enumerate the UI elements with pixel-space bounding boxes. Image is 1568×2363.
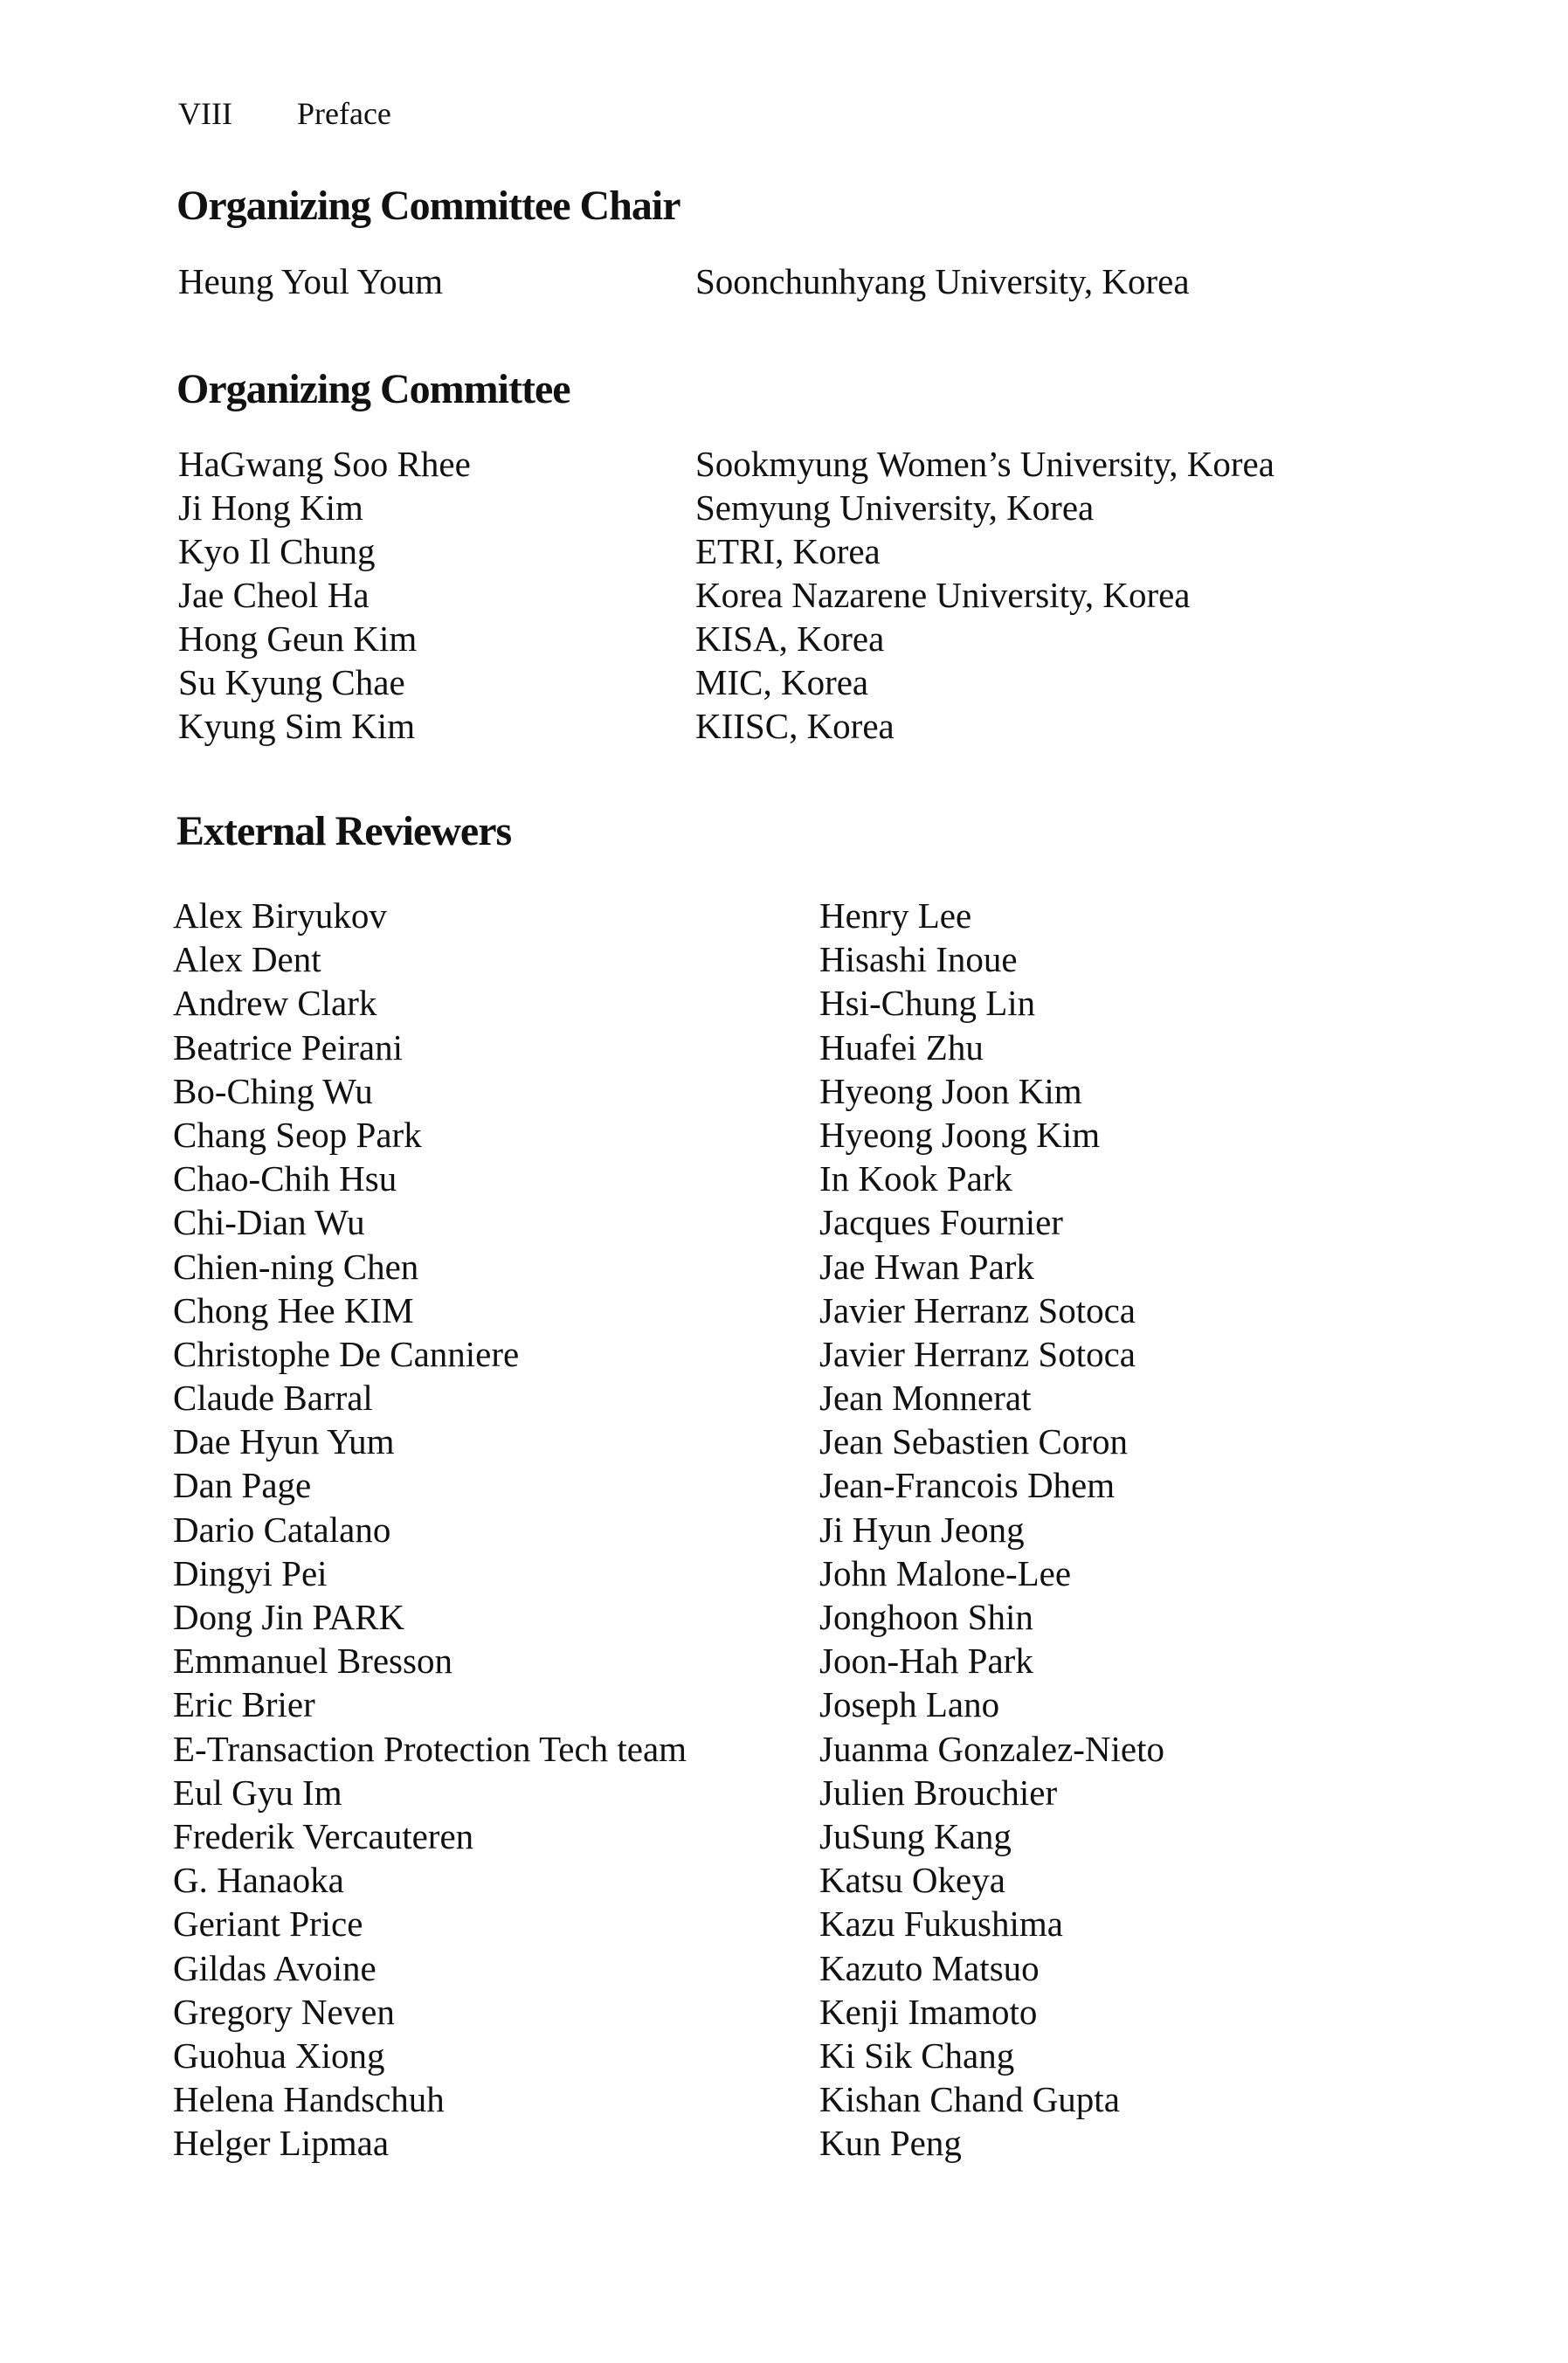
reviewer-name: Helger Lipmaa: [173, 2123, 390, 2164]
page-number: VIII: [178, 96, 232, 131]
reviewer-name: Dario Catalano: [173, 1509, 391, 1550]
reviewer-name: Kazu Fukushima: [819, 1904, 1063, 1945]
member-affiliation: MIC, Korea: [695, 662, 869, 702]
member-affiliation: Sookmyung Women’s University, Korea: [695, 444, 1274, 484]
reviewer-name: Kenji Imamoto: [819, 1991, 1038, 2032]
reviewers-left-column: [173, 894, 687, 2165]
reviewer-name: Eul Gyu Im: [173, 1772, 342, 1813]
member-name: Hong Geun Kim: [178, 618, 418, 659]
reviewer-name: Kazuto Matsuo: [819, 1947, 1040, 1988]
member-affiliation: Semyung University, Korea: [695, 487, 1095, 528]
page-header: [178, 89, 391, 138]
reviewer-name: Guohua Xiong: [173, 2035, 385, 2076]
reviewer-name: John Malone-Lee: [819, 1552, 1072, 1593]
member-affiliation: ETRI, Korea: [695, 531, 881, 571]
reviewer-name: Frederik Vercauteren: [173, 1815, 474, 1856]
reviewer-name: Ki Sik Chang: [819, 2035, 1015, 2076]
reviewer-name: Andrew Clark: [173, 983, 377, 1024]
reviewer-name: Chang Seop Park: [173, 1114, 422, 1155]
reviewers-heading: External Reviewers: [176, 808, 512, 854]
reviewer-name: Dae Hyun Yum: [173, 1421, 395, 1462]
member-affiliation: KIISC, Korea: [695, 706, 895, 746]
reviewer-name: Juanma Gonzalez-Nieto: [819, 1728, 1165, 1769]
reviewer-name: Javier Herranz Sotoca: [819, 1333, 1136, 1374]
reviewer-name: Jean Monnerat: [819, 1378, 1032, 1419]
reviewer-name: Joseph Lano: [819, 1684, 1000, 1725]
reviewer-name: Chong Hee KIM: [173, 1289, 414, 1330]
reviewer-name: Kishan Chand Gupta: [819, 2079, 1120, 2120]
member-name: Heung Youl Youm: [178, 261, 444, 301]
reviewer-name: Henry Lee: [819, 895, 972, 936]
reviewer-name: Hisashi Inoue: [819, 939, 1018, 980]
member-name: Kyung Sim Kim: [178, 706, 416, 746]
reviewer-name: Geriant Price: [173, 1904, 363, 1945]
committee-heading: Organizing Committee: [176, 366, 570, 412]
reviewer-name: Javier Herranz Sotoca: [819, 1289, 1136, 1330]
reviewer-name: Christophe De Canniere: [173, 1333, 520, 1374]
reviewer-name: JuSung Kang: [819, 1815, 1012, 1856]
member-name: Kyo Il Chung: [178, 531, 376, 571]
member-name: Jae Cheol Ha: [178, 575, 370, 615]
reviewer-name: In Kook Park: [819, 1158, 1012, 1199]
reviewer-name: Dong Jin PARK: [173, 1597, 405, 1637]
reviewer-name: Chao-Chih Hsu: [173, 1158, 397, 1199]
reviewer-name: Alex Biryukov: [173, 895, 387, 936]
member-name: HaGwang Soo Rhee: [178, 444, 471, 484]
member-name: Ji Hong Kim: [178, 487, 363, 528]
reviewer-name: Jonghoon Shin: [819, 1597, 1033, 1637]
chair-heading: Organizing Committee Chair: [176, 183, 680, 229]
reviewer-name: Dan Page: [173, 1465, 312, 1506]
reviewer-name: Jean Sebastien Coron: [819, 1421, 1128, 1462]
member-affiliation: Korea Nazarene University, Korea: [695, 575, 1191, 615]
reviewer-name: Hyeong Joong Kim: [819, 1114, 1101, 1155]
reviewer-name: Alex Dent: [173, 939, 321, 980]
reviewers-right-column: [819, 894, 1164, 2165]
member-affiliation: KISA, Korea: [695, 618, 885, 659]
reviewer-name: Joon-Hah Park: [819, 1641, 1033, 1682]
reviewer-name: Julien Brouchier: [819, 1772, 1058, 1813]
reviewer-name: Eric Brier: [173, 1684, 315, 1725]
reviewer-name: Emmanuel Bresson: [173, 1641, 452, 1682]
reviewer-name: Gildas Avoine: [173, 1947, 376, 1988]
reviewer-name: Jean-Francois Dhem: [819, 1465, 1116, 1506]
reviewer-name: Hsi-Chung Lin: [819, 983, 1036, 1024]
reviewers-list: [173, 894, 1483, 2187]
reviewer-name: Chien-ning Chen: [173, 1246, 419, 1287]
reviewer-name: E-Transaction Protection Tech team: [173, 1728, 687, 1769]
running-title: Preface: [297, 96, 391, 131]
member-affiliation: Soonchunhyang University, Korea: [695, 261, 1190, 301]
reviewer-name: Hyeong Joon Kim: [819, 1070, 1082, 1111]
reviewer-name: Dingyi Pei: [173, 1552, 328, 1593]
reviewer-name: Bo-Ching Wu: [173, 1070, 373, 1111]
reviewer-name: Helena Handschuh: [173, 2079, 445, 2120]
reviewer-name: Ji Hyun Jeong: [819, 1509, 1025, 1550]
reviewer-name: Jacques Fournier: [819, 1202, 1063, 1243]
reviewer-name: Kun Peng: [819, 2123, 962, 2164]
reviewer-name: Claude Barral: [173, 1378, 373, 1419]
member-name: Su Kyung Chae: [178, 662, 405, 702]
reviewer-name: G. Hanaoka: [173, 1860, 344, 1901]
reviewer-name: Jae Hwan Park: [819, 1246, 1034, 1287]
reviewer-name: Huafei Zhu: [819, 1026, 984, 1067]
reviewer-name: Gregory Neven: [173, 1991, 395, 2032]
reviewer-name: Chi-Dian Wu: [173, 1202, 365, 1243]
reviewer-name: Katsu Okeya: [819, 1860, 1005, 1901]
reviewer-name: Beatrice Peirani: [173, 1026, 403, 1067]
